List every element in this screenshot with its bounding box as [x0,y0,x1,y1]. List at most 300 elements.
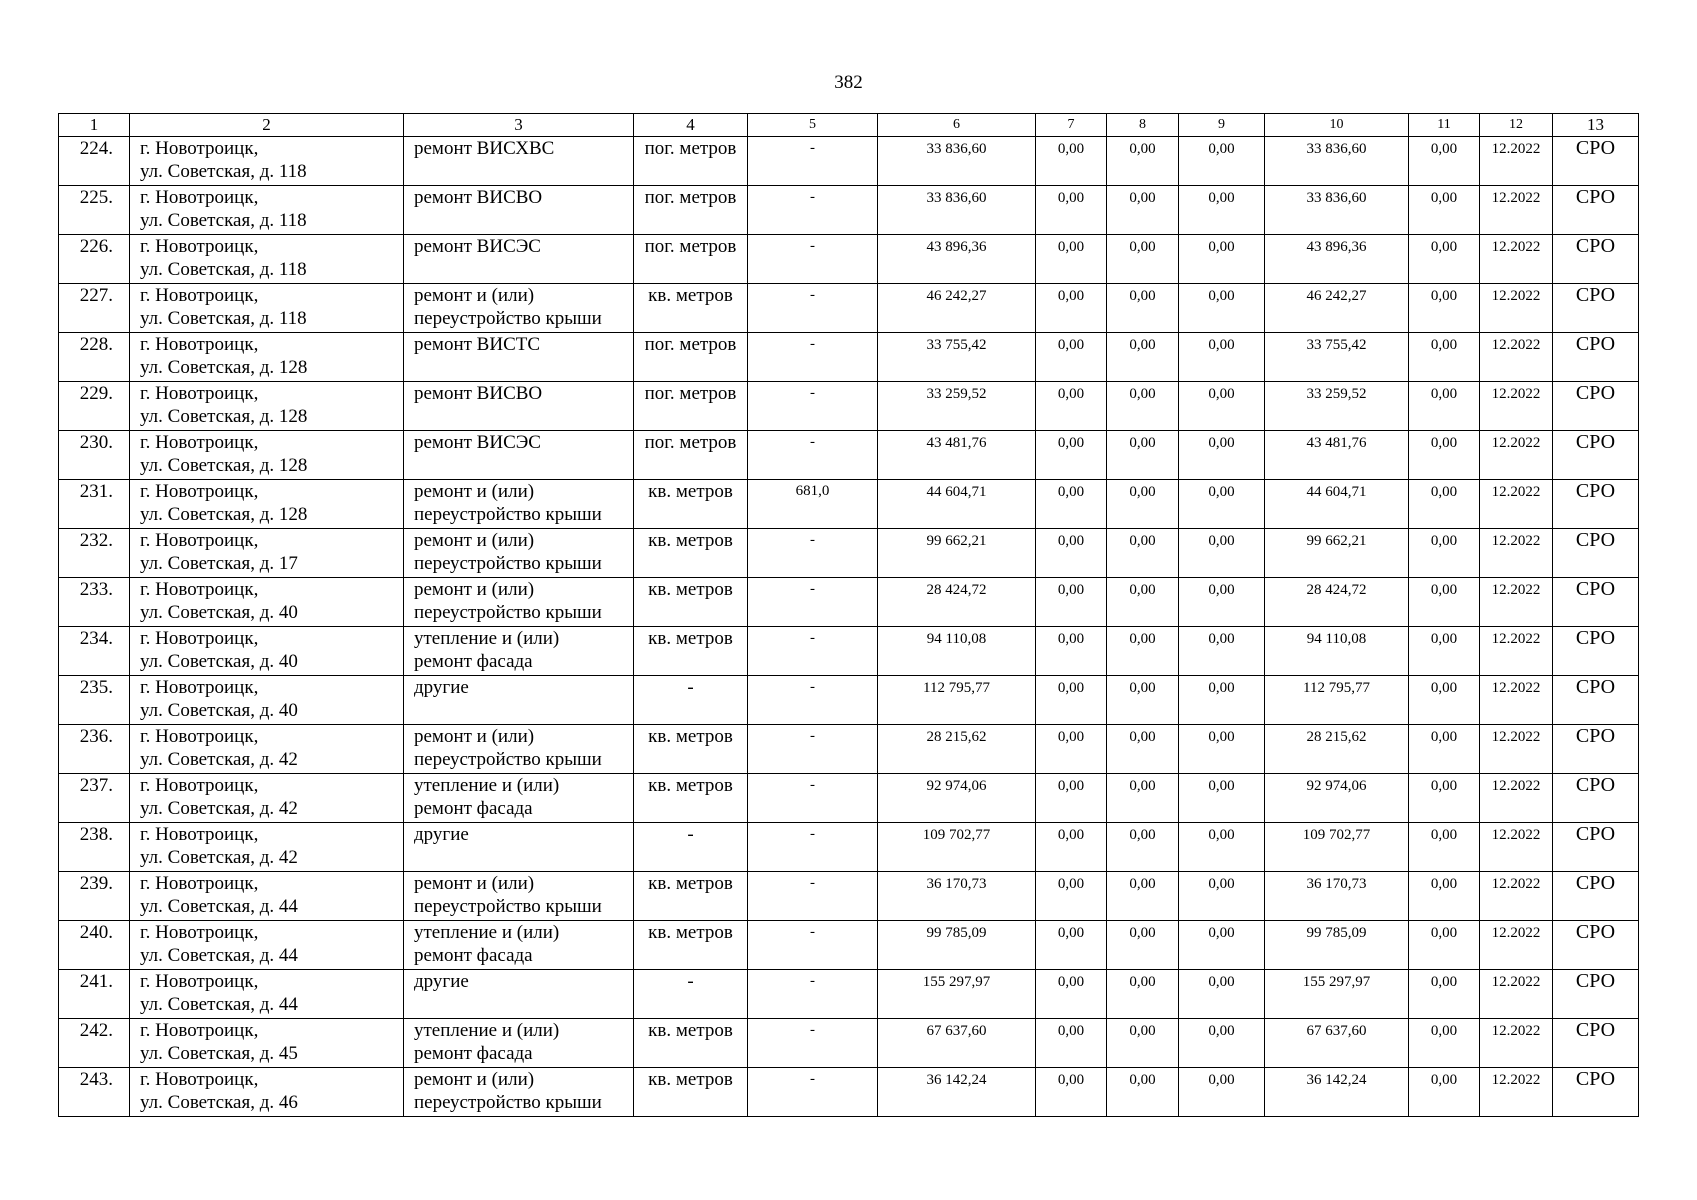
row-number-cell: 226. [59,235,130,284]
method-cell: СРО [1553,1019,1639,1068]
amount-cell: 0,00 [1179,235,1265,284]
fund-amount-cell: 46 242,27 [1265,284,1409,333]
work-type-line: ремонт и (или) [414,873,535,894]
work-type-line: ремонт ВИСЭС [414,236,541,257]
deadline-cell: 12.2022 [1480,382,1553,431]
table-row [59,1068,1639,1117]
amount-cell: 0,00 [1179,676,1265,725]
volume-cell: - [748,725,878,774]
amount-cell: 0,00 [1409,186,1480,235]
amount-cell: 0,00 [1409,137,1480,186]
method-cell: СРО [1553,137,1639,186]
amount-cell: 0,00 [1409,235,1480,284]
total-cost-cell: 99 785,09 [878,921,1036,970]
total-cost-cell: 67 637,60 [878,1019,1036,1068]
volume-cell: - [748,284,878,333]
header-cell: 10 [1265,114,1409,137]
work-type-line: другие [414,824,469,845]
fund-amount-cell: 36 142,24 [1265,1068,1409,1117]
unit-cell: пог. метров [634,137,748,186]
address-cell [130,627,404,676]
total-cost-cell: 36 142,24 [878,1068,1036,1117]
row-number-cell: 232. [59,529,130,578]
header-cell: 4 [634,114,748,137]
unit-cell: кв. метров [634,627,748,676]
total-cost-cell: 92 974,06 [878,774,1036,823]
total-cost-cell: 44 604,71 [878,480,1036,529]
address-line: г. Новотроицк, [140,285,259,306]
volume-cell: - [748,823,878,872]
address-cell [130,137,404,186]
address-line: г. Новотроицк, [140,677,259,698]
fund-amount-cell: 99 785,09 [1265,921,1409,970]
header-cell: 7 [1036,114,1107,137]
address-cell [130,921,404,970]
header-cell: 11 [1409,114,1480,137]
row-number-cell: 230. [59,431,130,480]
unit-cell: кв. метров [634,284,748,333]
amount-cell: 0,00 [1409,970,1480,1019]
amount-cell: 0,00 [1409,823,1480,872]
work-type-line: переустройство крыши [414,1092,602,1113]
work-type-cell [404,578,634,627]
unit-cell: кв. метров [634,1068,748,1117]
amount-cell: 0,00 [1107,431,1179,480]
fund-amount-cell: 43 481,76 [1265,431,1409,480]
unit-cell: - [634,823,748,872]
work-type-line: ремонт фасада [414,945,533,966]
amount-cell: 0,00 [1179,823,1265,872]
work-type-line: ремонт и (или) [414,481,535,502]
unit-cell: кв. метров [634,774,748,823]
total-cost-cell: 99 662,21 [878,529,1036,578]
amount-cell: 0,00 [1107,676,1179,725]
total-cost-cell: 36 170,73 [878,872,1036,921]
amount-cell: 0,00 [1409,382,1480,431]
volume-cell: - [748,774,878,823]
amount-cell: 0,00 [1036,1068,1107,1117]
fund-amount-cell: 33 755,42 [1265,333,1409,382]
fund-amount-cell: 92 974,06 [1265,774,1409,823]
deadline-cell: 12.2022 [1480,921,1553,970]
address-cell [130,823,404,872]
unit-cell: кв. метров [634,725,748,774]
deadline-cell: 12.2022 [1480,529,1553,578]
address-cell [130,578,404,627]
deadline-cell: 12.2022 [1480,872,1553,921]
work-type-cell [404,1019,634,1068]
address-cell [130,480,404,529]
work-type-line: ремонт и (или) [414,579,535,600]
address-cell [130,284,404,333]
address-line: г. Новотроицк, [140,1069,259,1090]
address-line: г. Новотроицк, [140,481,259,502]
row-number-cell: 225. [59,186,130,235]
amount-cell: 0,00 [1107,382,1179,431]
method-cell: СРО [1553,284,1639,333]
table-row [59,284,1639,333]
total-cost-cell: 43 481,76 [878,431,1036,480]
address-line: г. Новотроицк, [140,530,259,551]
amount-cell: 0,00 [1107,970,1179,1019]
total-cost-cell: 109 702,77 [878,823,1036,872]
work-type-line: ремонт фасада [414,1043,533,1064]
table-row [59,921,1639,970]
row-number-cell: 224. [59,137,130,186]
header-cell: 9 [1179,114,1265,137]
address-line: ул. Советская, д. 42 [140,798,298,819]
fund-amount-cell: 43 896,36 [1265,235,1409,284]
amount-cell: 0,00 [1036,137,1107,186]
amount-cell: 0,00 [1179,774,1265,823]
amount-cell: 0,00 [1036,970,1107,1019]
amount-cell: 0,00 [1409,529,1480,578]
amount-cell: 0,00 [1409,480,1480,529]
table-row [59,872,1639,921]
total-cost-cell: 33 836,60 [878,137,1036,186]
address-line: г. Новотроицк, [140,726,259,747]
work-type-cell [404,284,634,333]
work-type-line: ремонт фасада [414,651,533,672]
table-row [59,970,1639,1019]
table-row [59,1019,1639,1068]
volume-cell: - [748,529,878,578]
unit-cell: кв. метров [634,1019,748,1068]
amount-cell: 0,00 [1409,725,1480,774]
deadline-cell: 12.2022 [1480,235,1553,284]
address-cell [130,774,404,823]
amount-cell: 0,00 [1036,872,1107,921]
address-line: г. Новотроицк, [140,628,259,649]
fund-amount-cell: 28 215,62 [1265,725,1409,774]
unit-cell: кв. метров [634,529,748,578]
address-line: ул. Советская, д. 40 [140,700,298,721]
amount-cell: 0,00 [1036,382,1107,431]
address-cell [130,970,404,1019]
volume-cell: - [748,382,878,431]
amount-cell: 0,00 [1036,284,1107,333]
amount-cell: 0,00 [1036,480,1107,529]
address-line: ул. Советская, д. 46 [140,1092,298,1113]
address-line: ул. Советская, д. 44 [140,945,298,966]
volume-cell: - [748,970,878,1019]
row-number-cell: 227. [59,284,130,333]
address-line: ул. Советская, д. 128 [140,357,308,378]
table-row [59,774,1639,823]
amount-cell: 0,00 [1179,529,1265,578]
row-number-cell: 241. [59,970,130,1019]
method-cell: СРО [1553,235,1639,284]
amount-cell: 0,00 [1107,774,1179,823]
work-type-line: ремонт ВИСТС [414,334,541,355]
header-row [59,114,1639,137]
fund-amount-cell: 44 604,71 [1265,480,1409,529]
amount-cell: 0,00 [1036,725,1107,774]
row-number-cell: 242. [59,1019,130,1068]
row-number-cell: 234. [59,627,130,676]
work-type-cell [404,1068,634,1117]
method-cell: СРО [1553,970,1639,1019]
table-row [59,186,1639,235]
fund-amount-cell: 33 836,60 [1265,137,1409,186]
work-type-line: ремонт ВИСВО [414,383,543,404]
volume-cell: - [748,1068,878,1117]
row-number-cell: 235. [59,676,130,725]
volume-cell: - [748,676,878,725]
row-number-cell: 231. [59,480,130,529]
address-cell [130,382,404,431]
amount-cell: 0,00 [1107,137,1179,186]
work-type-cell [404,529,634,578]
amount-cell: 0,00 [1036,186,1107,235]
amount-cell: 0,00 [1107,480,1179,529]
address-line: г. Новотроицк, [140,236,259,257]
amount-cell: 0,00 [1409,1068,1480,1117]
total-cost-cell: 33 755,42 [878,333,1036,382]
table-row [59,333,1639,382]
address-cell [130,529,404,578]
address-line: ул. Советская, д. 118 [140,259,307,280]
total-cost-cell: 28 215,62 [878,725,1036,774]
deadline-cell: 12.2022 [1480,823,1553,872]
address-line: г. Новотроицк, [140,971,259,992]
address-line: г. Новотроицк, [140,383,259,404]
amount-cell: 0,00 [1179,333,1265,382]
address-cell [130,333,404,382]
total-cost-cell: 112 795,77 [878,676,1036,725]
header-cell: 8 [1107,114,1179,137]
address-cell [130,186,404,235]
volume-cell: - [748,431,878,480]
deadline-cell: 12.2022 [1480,676,1553,725]
amount-cell: 0,00 [1409,872,1480,921]
header-cell: 3 [404,114,634,137]
table-row [59,431,1639,480]
deadline-cell: 12.2022 [1480,333,1553,382]
volume-cell: - [748,137,878,186]
work-type-cell [404,186,634,235]
work-type-line: ремонт и (или) [414,1069,535,1090]
unit-cell: пог. метров [634,186,748,235]
fund-amount-cell: 155 297,97 [1265,970,1409,1019]
method-cell: СРО [1553,186,1639,235]
deadline-cell: 12.2022 [1480,578,1553,627]
amount-cell: 0,00 [1179,1019,1265,1068]
amount-cell: 0,00 [1179,284,1265,333]
address-line: г. Новотроицк, [140,138,259,159]
address-line: г. Новотроицк, [140,873,259,894]
volume-cell: - [748,333,878,382]
row-number-cell: 240. [59,921,130,970]
method-cell: СРО [1553,872,1639,921]
unit-cell: пог. метров [634,333,748,382]
amount-cell: 0,00 [1107,186,1179,235]
unit-cell: кв. метров [634,480,748,529]
amount-cell: 0,00 [1107,578,1179,627]
unit-cell: пог. метров [634,235,748,284]
amount-cell: 0,00 [1107,1019,1179,1068]
amount-cell: 0,00 [1107,823,1179,872]
deadline-cell: 12.2022 [1480,774,1553,823]
total-cost-cell: 33 836,60 [878,186,1036,235]
amount-cell: 0,00 [1409,333,1480,382]
address-line: ул. Советская, д. 118 [140,161,307,182]
address-line: ул. Советская, д. 45 [140,1043,298,1064]
amount-cell: 0,00 [1179,431,1265,480]
total-cost-cell: 155 297,97 [878,970,1036,1019]
method-cell: СРО [1553,480,1639,529]
table-row [59,578,1639,627]
address-line: ул. Советская, д. 40 [140,651,298,672]
table-row [59,382,1639,431]
unit-cell: пог. метров [634,382,748,431]
amount-cell: 0,00 [1107,284,1179,333]
row-number-cell: 228. [59,333,130,382]
total-cost-cell: 46 242,27 [878,284,1036,333]
deadline-cell: 12.2022 [1480,1019,1553,1068]
work-type-line: ремонт и (или) [414,530,535,551]
work-type-cell [404,676,634,725]
volume-cell: 681,0 [748,480,878,529]
amount-cell: 0,00 [1036,529,1107,578]
method-cell: СРО [1553,1068,1639,1117]
unit-cell: - [634,970,748,1019]
work-type-line: ремонт и (или) [414,726,535,747]
work-type-cell [404,627,634,676]
work-type-line: переустройство крыши [414,308,602,329]
address-cell [130,725,404,774]
deadline-cell: 12.2022 [1480,137,1553,186]
unit-cell: кв. метров [634,872,748,921]
amount-cell: 0,00 [1409,431,1480,480]
row-number-cell: 237. [59,774,130,823]
amount-cell: 0,00 [1179,382,1265,431]
address-line: г. Новотроицк, [140,334,259,355]
table-row [59,725,1639,774]
work-type-cell [404,921,634,970]
table-row [59,676,1639,725]
unit-cell: кв. метров [634,921,748,970]
amount-cell: 0,00 [1036,578,1107,627]
row-number-cell: 238. [59,823,130,872]
method-cell: СРО [1553,529,1639,578]
amount-cell: 0,00 [1107,725,1179,774]
unit-cell: пог. метров [634,431,748,480]
total-cost-cell: 94 110,08 [878,627,1036,676]
amount-cell: 0,00 [1036,1019,1107,1068]
total-cost-cell: 43 896,36 [878,235,1036,284]
deadline-cell: 12.2022 [1480,284,1553,333]
amount-cell: 0,00 [1179,137,1265,186]
work-type-cell [404,382,634,431]
address-line: ул. Советская, д. 42 [140,749,298,770]
method-cell: СРО [1553,333,1639,382]
header-cell: 13 [1553,114,1639,137]
volume-cell: - [748,921,878,970]
amount-cell: 0,00 [1409,284,1480,333]
fund-amount-cell: 94 110,08 [1265,627,1409,676]
fund-amount-cell: 112 795,77 [1265,676,1409,725]
amount-cell: 0,00 [1409,676,1480,725]
deadline-cell: 12.2022 [1480,970,1553,1019]
table-row [59,137,1639,186]
amount-cell: 0,00 [1409,921,1480,970]
address-line: г. Новотроицк, [140,1020,259,1041]
work-type-cell [404,480,634,529]
row-number-cell: 236. [59,725,130,774]
amount-cell: 0,00 [1179,1068,1265,1117]
amount-cell: 0,00 [1036,235,1107,284]
address-line: ул. Советская, д. 40 [140,602,298,623]
method-cell: СРО [1553,627,1639,676]
amount-cell: 0,00 [1107,921,1179,970]
amount-cell: 0,00 [1409,774,1480,823]
work-type-line: другие [414,677,469,698]
amount-cell: 0,00 [1036,774,1107,823]
work-type-line: переустройство крыши [414,749,602,770]
amount-cell: 0,00 [1179,970,1265,1019]
fund-amount-cell: 109 702,77 [1265,823,1409,872]
amount-cell: 0,00 [1107,627,1179,676]
row-number-cell: 229. [59,382,130,431]
work-type-line: другие [414,971,469,992]
address-line: г. Новотроицк, [140,922,259,943]
work-type-cell [404,725,634,774]
fund-amount-cell: 33 836,60 [1265,186,1409,235]
address-cell [130,872,404,921]
work-type-line: переустройство крыши [414,602,602,623]
address-line: ул. Советская, д. 128 [140,406,308,427]
method-cell: СРО [1553,774,1639,823]
work-type-cell [404,235,634,284]
amount-cell: 0,00 [1409,578,1480,627]
work-type-cell [404,823,634,872]
address-cell [130,431,404,480]
method-cell: СРО [1553,382,1639,431]
address-cell [130,1019,404,1068]
work-type-cell [404,774,634,823]
amount-cell: 0,00 [1409,627,1480,676]
amount-cell: 0,00 [1107,235,1179,284]
header-cell: 6 [878,114,1036,137]
amount-cell: 0,00 [1409,1019,1480,1068]
header-cell: 1 [59,114,130,137]
deadline-cell: 12.2022 [1480,1068,1553,1117]
amount-cell: 0,00 [1036,333,1107,382]
page-number: 382 [834,72,863,93]
table-row [59,529,1639,578]
work-type-line: переустройство крыши [414,504,602,525]
total-cost-cell: 33 259,52 [878,382,1036,431]
volume-cell: - [748,235,878,284]
work-type-line: утепление и (или) [414,775,560,796]
fund-amount-cell: 99 662,21 [1265,529,1409,578]
address-line: г. Новотроицк, [140,187,259,208]
method-cell: СРО [1553,578,1639,627]
fund-amount-cell: 36 170,73 [1265,872,1409,921]
unit-cell: кв. метров [634,578,748,627]
volume-cell: - [748,186,878,235]
work-type-line: ремонт ВИСЭС [414,432,541,453]
amount-cell: 0,00 [1036,676,1107,725]
address-line: г. Новотроицк, [140,775,259,796]
work-type-line: переустройство крыши [414,553,602,574]
address-line: ул. Советская, д. 44 [140,896,298,917]
amount-cell: 0,00 [1179,578,1265,627]
work-type-line: переустройство крыши [414,896,602,917]
address-line: ул. Советская, д. 17 [140,553,298,574]
fund-amount-cell: 33 259,52 [1265,382,1409,431]
